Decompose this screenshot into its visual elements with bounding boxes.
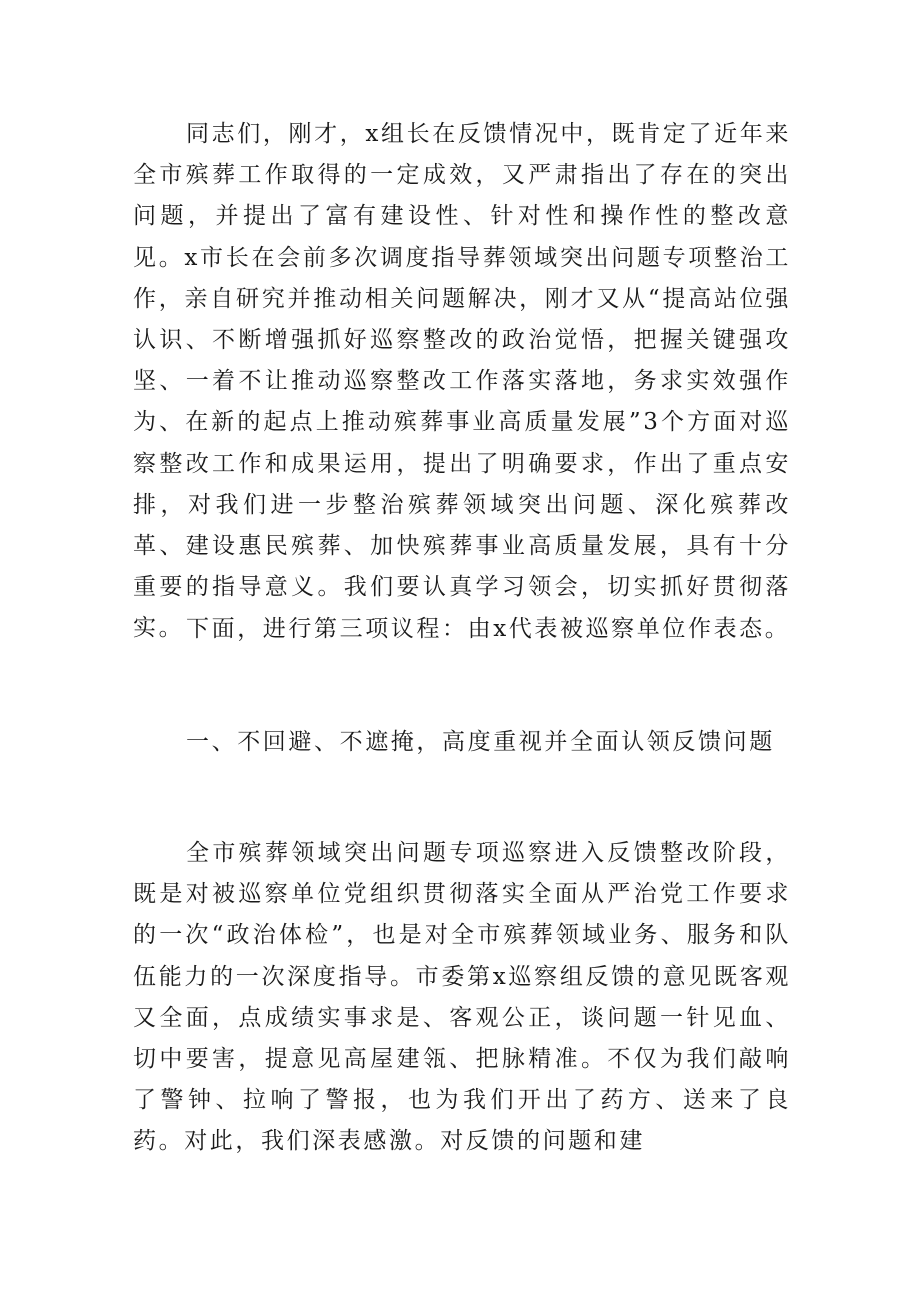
opening-paragraph: 同志们，刚才，x组长在反馈情况中，既肯定了近年来全市殡葬工作取得的一定成效，又严肃指出了存在的突出问题，并提出了富有建设性、针对性和操作性的整改意见。x市长在会前多次调度指导葬领域突出问题专项整治工作，亲自研究并推动相关问题解决，刚才又从“提高站位强认识、不断增强抓好巡察整改的政治觉悟，把握关键强攻坚、一着不让推动巡察整改工作落实落地，务求实效强作为、在新的起点上推动殡葬事业高质量发展”3个方面对巡察整改工作和成果运用，提出了明确要求，作出了重点安排，对我们进一步整治殡葬领域突出问题、深化殡葬改革、建设惠民殡葬、加快殡葬事业高质量发展，具有十分重要的指导意义。我们要认真学习领会，切实抓好贯彻落实。 — [133, 121, 791, 642]
agenda-paragraph: 下面，进行第三项议程：由x代表被巡察单位作表态。 — [186, 616, 791, 642]
section-heading: 一、不回避、不遮掩，高度重视并全面认领反馈问题 — [186, 729, 775, 755]
section-paragraph: 全市殡葬领域突出问题专项巡察进入反馈整改阶段，既是对被巡察单位党组织贯彻落实全面从严治党工作要求的一次“政治体检”，也是对全市殡葬领域业务、服务和队伍能力的一次深度指导。市委第x巡察组反馈的意见既客观又全面，点成绩实事求是、客观公正，谈问题一针见血、切中要害，提意见高屋建瓴、把脉精准。不仅为我们敲响了警钟、拉响了警报，也为我们开出了药方、送来了良药。对此，我们深表感激。对反馈的问题和建 — [133, 840, 791, 1155]
